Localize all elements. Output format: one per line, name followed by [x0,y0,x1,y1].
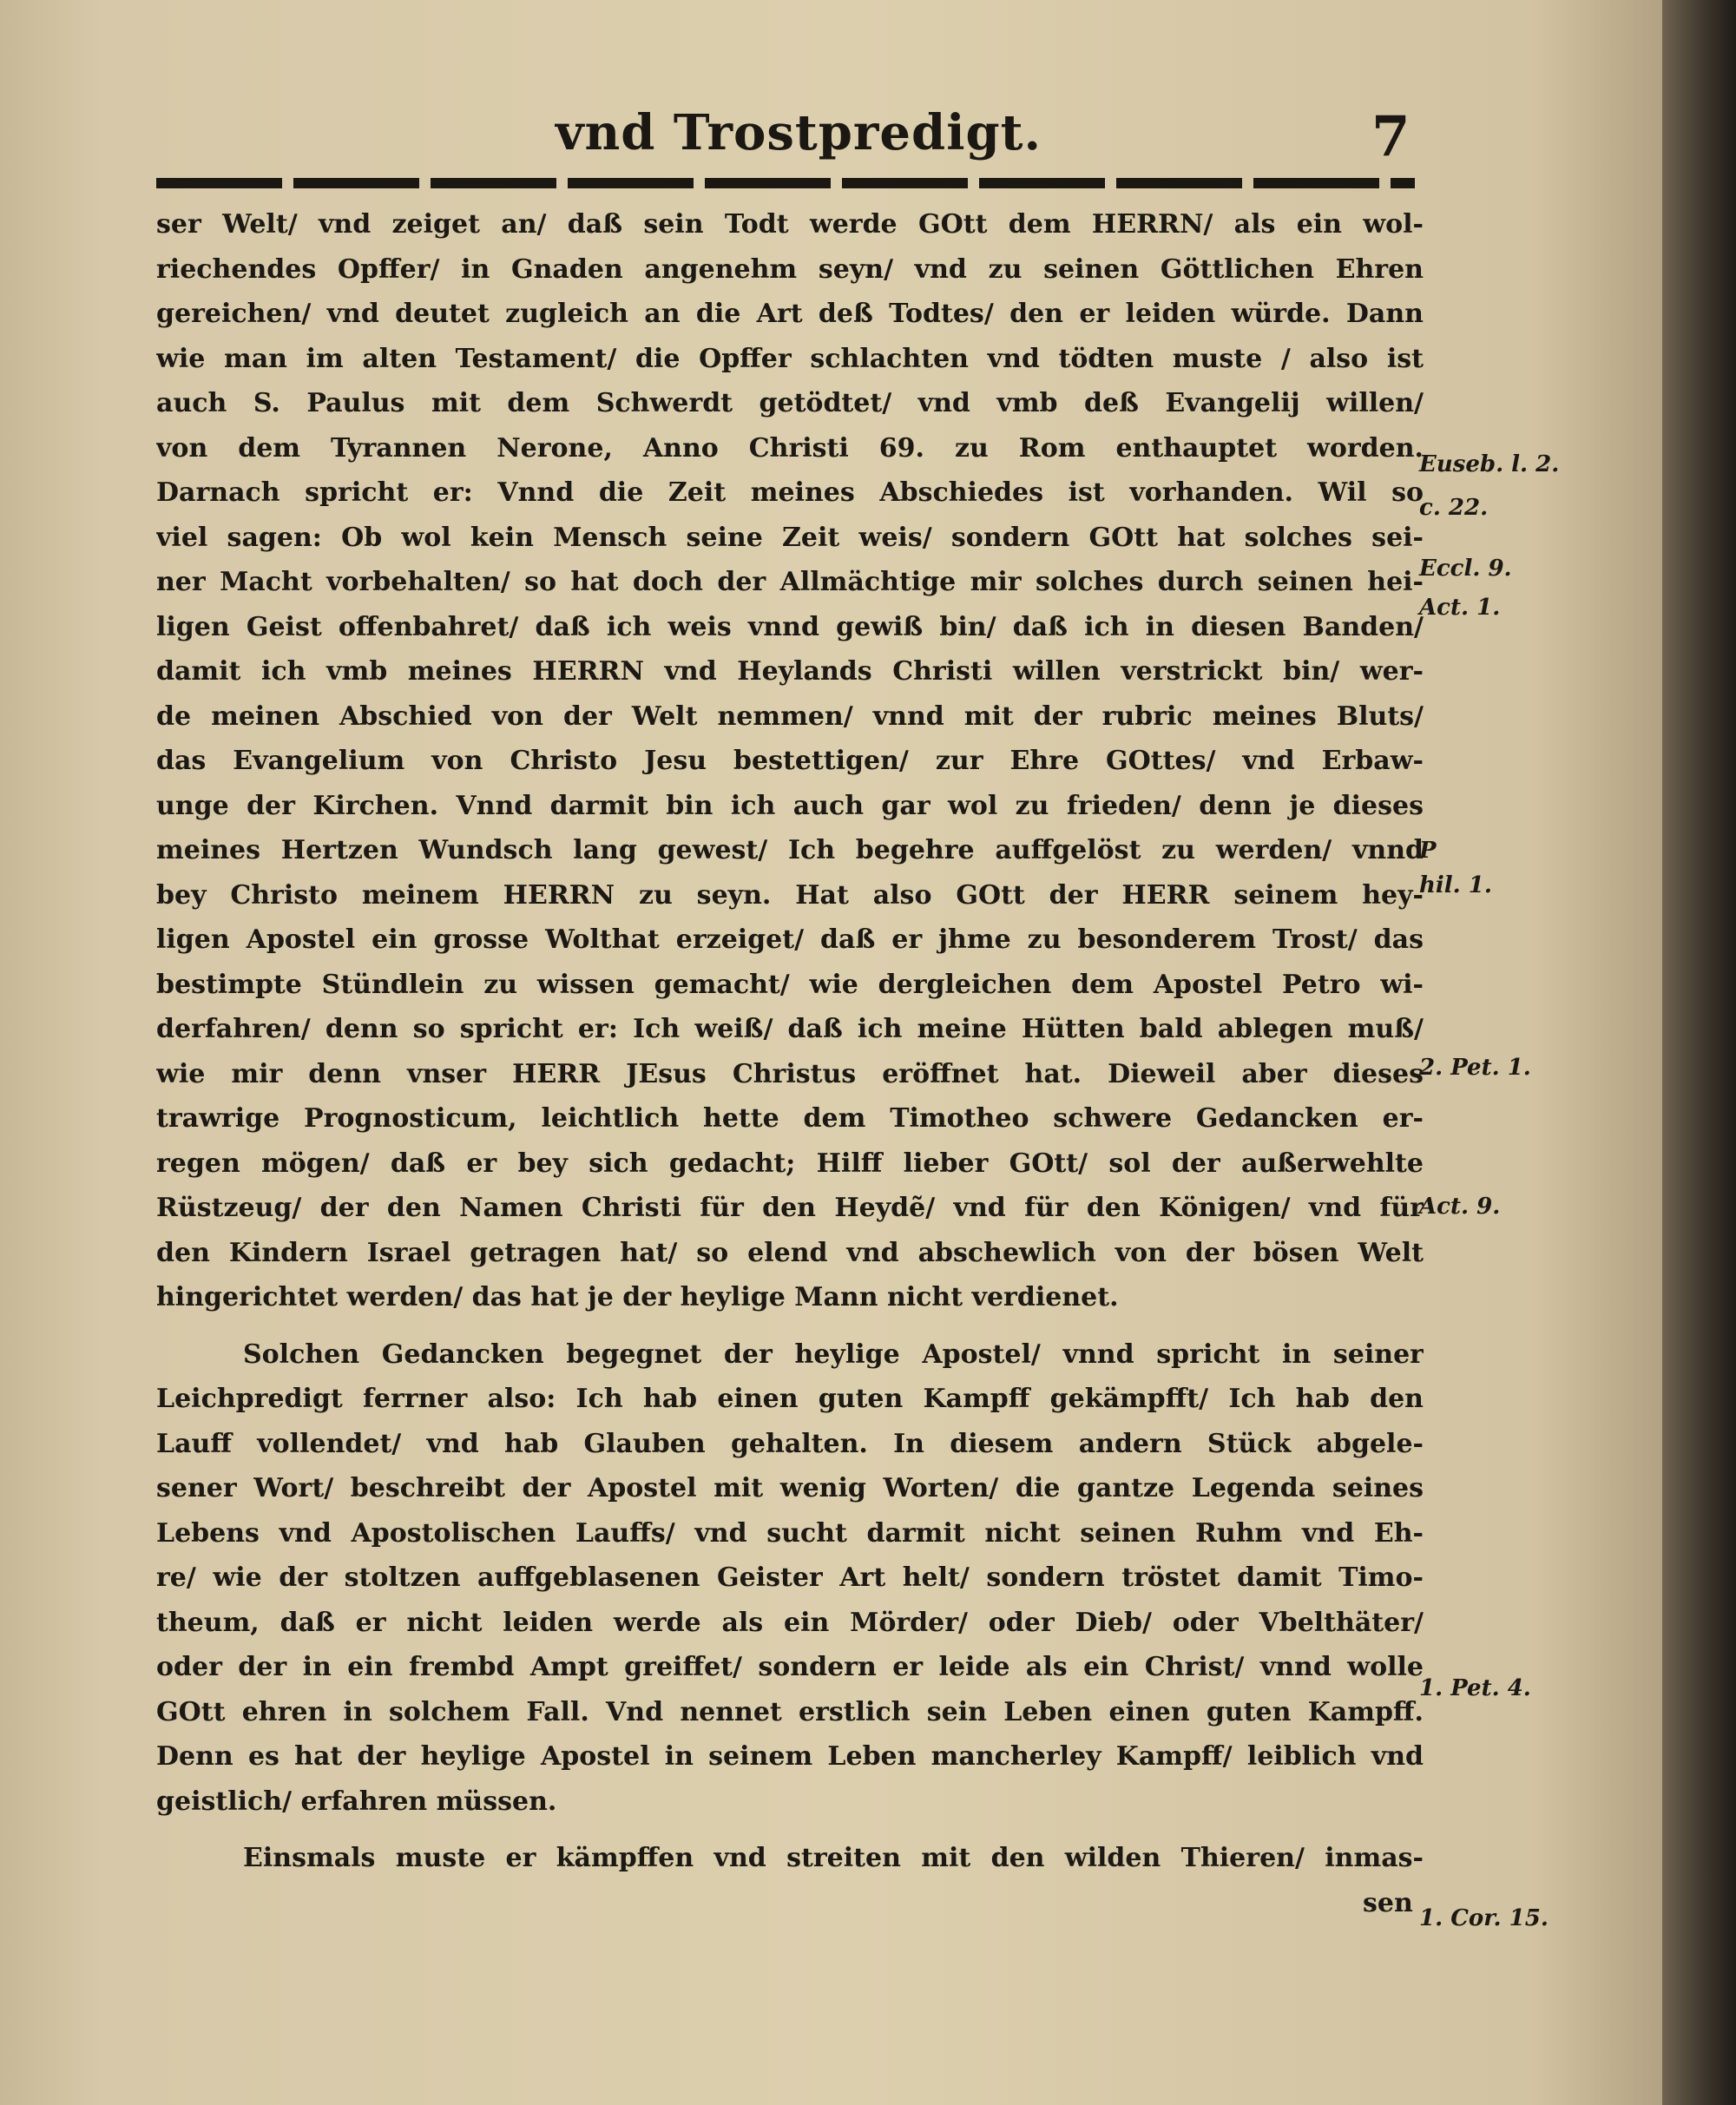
margin-note: 1. Cor. 15. [1419,1905,1549,1931]
text-line: Denn es hat der heylige Apostel in seinem Leben mancherley Kampff/ leiblich vnd [156,1741,1424,1772]
text-line: de meinen Abschied von der Welt nemmen/ vnnd mit der rubric meines Bluts/ [156,701,1424,732]
text-line: wie man im alten Testament/ die Opffer schlachten vnd tödten muste / also ist [156,343,1424,374]
paragraph-gap [156,1824,1424,1836]
text-line: oder der in ein frembd Ampt greiffet/ sondern er leide als ein Christ/ vnnd wolle [156,1652,1424,1682]
text-line: bestimpte Stündlein zu wissen gemacht/ wie dergleichen dem Apostel Petro wi- [156,969,1424,1000]
margin-note: Euseb. l. 2. [1419,451,1560,477]
text-line: von dem Tyrannen Nerone, Anno Christi 69. zu Rom enthauptet worden. [156,432,1424,464]
catchword: sen [1363,1887,1413,1918]
running-head: vnd Trostpredigt. [556,104,1042,161]
text-line: wie mir denn vnser HERR JEsus Christus eröffnet hat. Dieweil aber dieses [156,1058,1424,1089]
margin-note: 1. Pet. 4. [1419,1675,1531,1701]
paragraph-gap [156,1320,1424,1332]
text-line: den Kindern Israel getragen hat/ so elend vnd abschewlich von der bösen Welt [156,1237,1424,1268]
text-line: Solchen Gedancken begegnet der heylige Apostel/ vnnd spricht in seiner [243,1339,1424,1370]
margin-note: hil. 1. [1419,872,1492,898]
body-text [156,202,1424,1925]
text-line: bey Christo meinem HERRN zu seyn. Hat also GOtt der HERR seinem hey- [156,879,1424,911]
text-line: theum, daß er nicht leiden werde als ein Mörder/ oder Dieb/ oder Vbelthäter/ [156,1607,1424,1638]
text-line: Lebens vnd Apostolischen Lauffs/ vnd sucht darmit nicht seinen Ruhm vnd Eh- [156,1517,1424,1549]
text-line: unge der Kirchen. Vnnd darmit bin ich auch gar wol zu frieden/ denn je dieses [156,790,1424,821]
text-line: gereichen/ vnd deutet zugleich an die Art deß Todtes/ den er leiden würde. Dann [156,299,1424,329]
header-rule [156,178,1415,188]
text-line: sener Wort/ beschreibt der Apostel mit wenig Worten/ die gantze Legenda seines [156,1473,1424,1503]
margin-note: Eccl. 9. [1419,556,1512,582]
text-line: riechendes Opffer/ in Gnaden angenehm seyn/ vnd zu seinen Göttlichen Ehren [156,253,1424,285]
margin-note: 2. Pet. 1. [1419,1055,1531,1081]
text-line: geistlich/ erfahren müssen. [156,1786,557,1817]
text-line: viel sagen: Ob wol kein Mensch seine Zeit weis/ sondern GOtt hat solches sei- [156,522,1424,553]
text-line: auch S. Paulus mit dem Schwerdt getödtet/ vnd vmb deß Evangelij willen/ [156,388,1424,418]
book-spine [1662,0,1736,2105]
text-line: hingerichtet werden/ das hat je der heylige Mann nicht verdienet. [156,1282,1119,1312]
text-line: GOtt ehren in solchem Fall. Vnd nennet erstlich sein Leben einen guten Kampff. [156,1696,1424,1727]
margin-note: c. 22. [1419,495,1489,521]
text-line: Lauff vollendet/ vnd hab Glauben gehalten. In diesem andern Stück abgele- [156,1428,1424,1459]
text-line: ligen Geist offenbahret/ daß ich weis vnnd gewiß bin/ daß ich in diesen Banden/ [156,611,1424,642]
text-line: regen mögen/ daß er bey sich gedacht; Hilff lieber GOtt/ sol der außerwehlte [156,1148,1424,1179]
text-line: re/ wie der stoltzen auffgeblasenen Geister Art helt/ sondern tröstet damit Timo- [156,1562,1424,1593]
margin-note: Act. 9. [1419,1194,1501,1220]
text-line: ligen Apostel ein grosse Wolthat erzeiget/ daß er jhme zu besonderem Trost/ das [156,924,1424,955]
text-line: damit ich vmb meines HERRN vnd Heylands Christi willen verstrickt bin/ wer- [156,656,1424,687]
margin-note: Act. 1. [1419,595,1501,621]
text-line: derfahren/ denn so spricht er: Ich weiß/ daß ich meine Hütten bald ablegen muß/ [156,1014,1424,1044]
text-line: ner Macht vorbehalten/ so hat doch der Allmächtige mir solches durch seinen hei- [156,567,1424,597]
text-line: Einsmals muste er kämpffen vnd streiten mit den wilden Thieren/ inmas- [243,1843,1424,1873]
text-line: ser Welt/ vnd zeiget an/ daß sein Todt werde GOtt dem HERRN/ als ein wol- [156,209,1424,240]
text-line: Darnach spricht er: Vnnd die Zeit meines Abschiedes ist vorhanden. Wil so [156,477,1424,508]
margin-note: P [1419,838,1437,864]
text-line: Rüstzeug/ der den Namen Christi für den Heydẽ/ vnd für den Königen/ vnd für [156,1193,1424,1223]
text-line: Leichpredigt ferrner also: Ich hab einen guten Kampff gekämpfft/ Ich hab den [156,1384,1424,1414]
text-line: meines Hertzen Wundsch lang gewest/ Ich begehre auffgelöst zu werden/ vnnd [156,835,1424,865]
page-number: 7 [1371,104,1410,169]
text-line: trawrige Prognosticum, leichtlich hette dem Timotheo schwere Gedancken er- [156,1103,1424,1134]
text-line: das Evangelium von Christo Jesu bestettigen/ zur Ehre GOttes/ vnd Erbaw- [156,746,1424,776]
